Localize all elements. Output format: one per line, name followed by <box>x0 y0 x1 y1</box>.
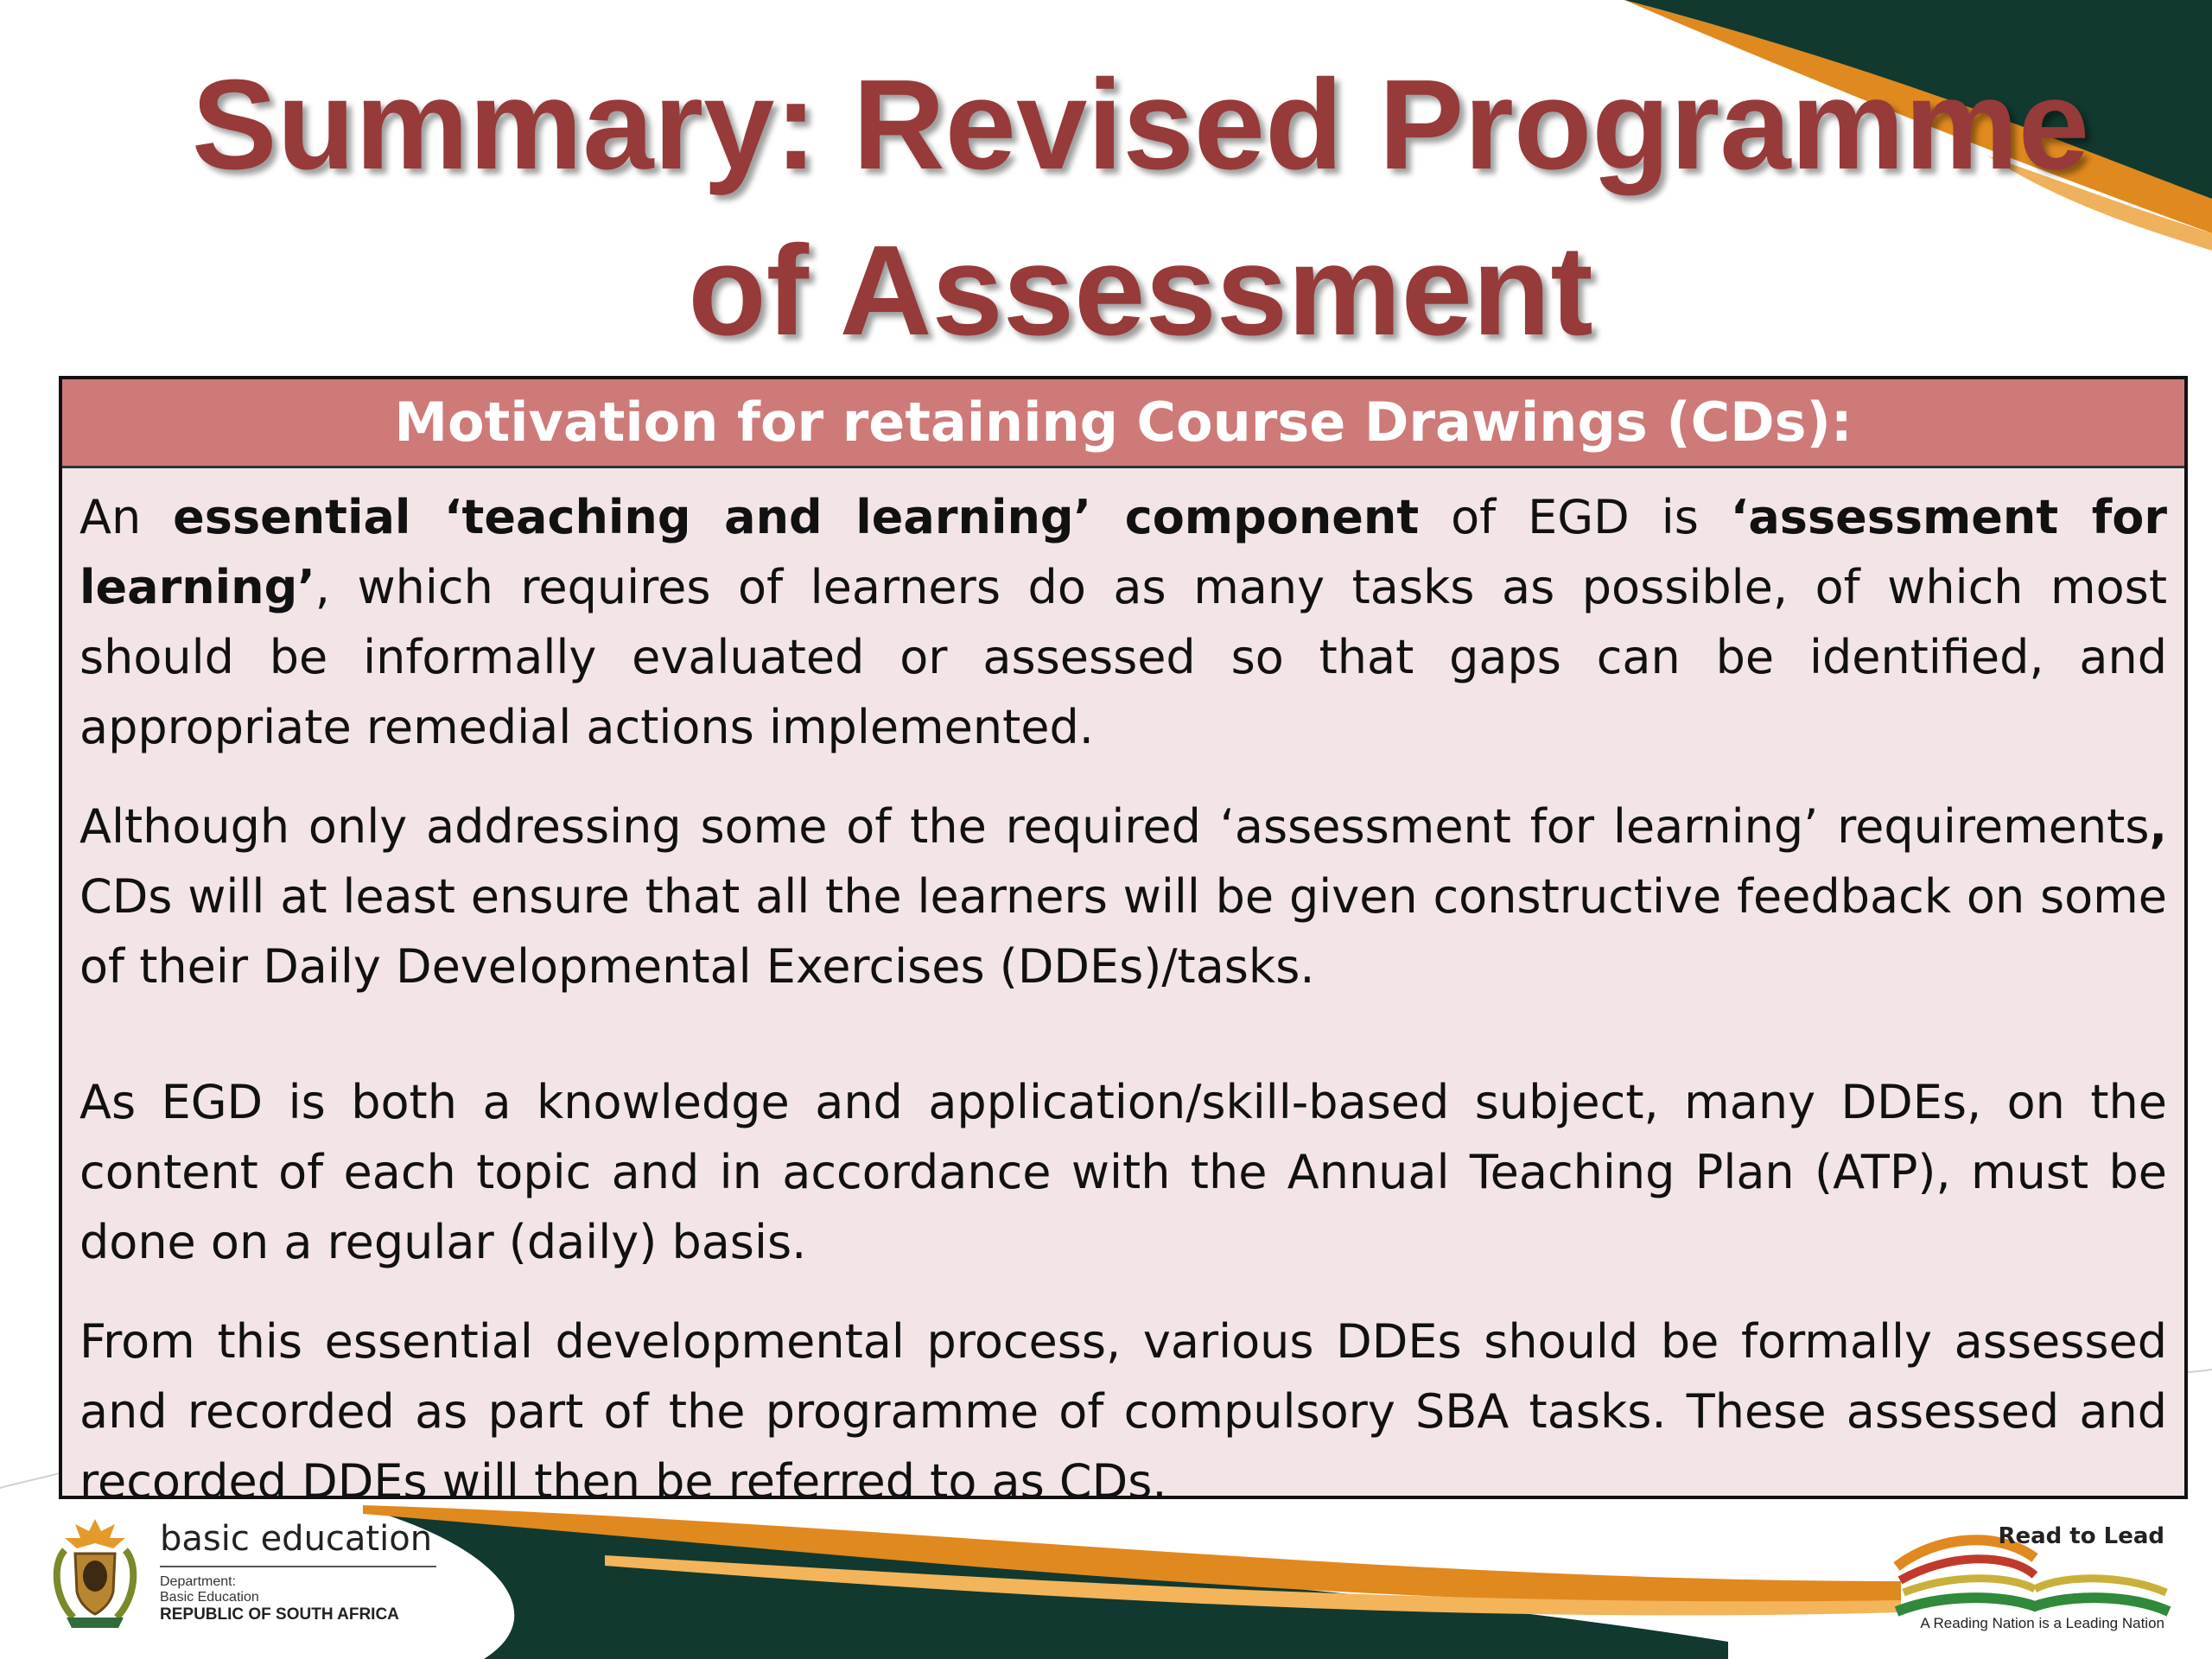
content-box <box>59 376 2188 1509</box>
p2-text-1: Although only addressing some of the required ‘assessment for learning’ requirements <box>79 799 2150 854</box>
box-body <box>62 468 2184 1516</box>
p1-text-1: An <box>79 490 174 544</box>
department-label: Department: <box>160 1574 237 1589</box>
country-name: REPUBLIC OF SOUTH AFRICA <box>160 1605 399 1624</box>
p1-bold-2: ‘assessment for learning’ <box>79 490 2167 614</box>
basic-education-text: basic education <box>160 1519 433 1559</box>
paragraph-1 <box>79 482 2167 762</box>
paragraph-4: From this essential developmental process, various DDEs should be formally assessed and recorded as part of the programme of compulsory SBA tasks. These assessed and recorded DDEs will then be referred to as CDs. <box>79 1314 2167 1509</box>
p1-text-3: , which requires of learners do as many tasks as possible, of which most should be informally evaluated or assessed so that gaps can be identified, and appropriate remedial actions implemented. <box>79 560 2167 754</box>
read-to-lead-logo <box>1888 1508 2177 1655</box>
department-name: Basic Education <box>160 1590 259 1605</box>
read-to-lead-tagline: A Reading Nation is a Leading Nation <box>1920 1615 2164 1631</box>
read-to-lead-title: Read to Lead <box>1998 1523 2164 1549</box>
paragraph-2 <box>79 791 2167 1001</box>
paragraph-3: As EGD is both a knowledge and application/skill-based subject, many DDEs, on the content of each topic and in accordance with the Annual Teaching Plan (ATP), must be done on a regular (daily) basis. <box>79 1075 2167 1269</box>
title-line-2: of Assessment <box>688 219 1593 362</box>
p1-bold-1: essential ‘teaching and learning’ component <box>173 490 1420 544</box>
logo-divider <box>160 1566 436 1567</box>
p2-bold-1: , <box>2149 799 2167 854</box>
box-heading: Motivation for retaining Course Drawings (CDs): <box>62 379 2184 468</box>
title-line-1: Summary: Revised Programme <box>191 54 2090 196</box>
p2-text-2: CDs will at least ensure that all the learners will be given constructive feedback on some of their Daily Developmental Exercises (DDEs)/tasks. <box>79 869 2167 994</box>
coat-of-arms-icon <box>48 1512 143 1633</box>
basic-education-logo <box>48 1512 433 1642</box>
p1-text-2: of EGD is <box>1419 490 1731 544</box>
